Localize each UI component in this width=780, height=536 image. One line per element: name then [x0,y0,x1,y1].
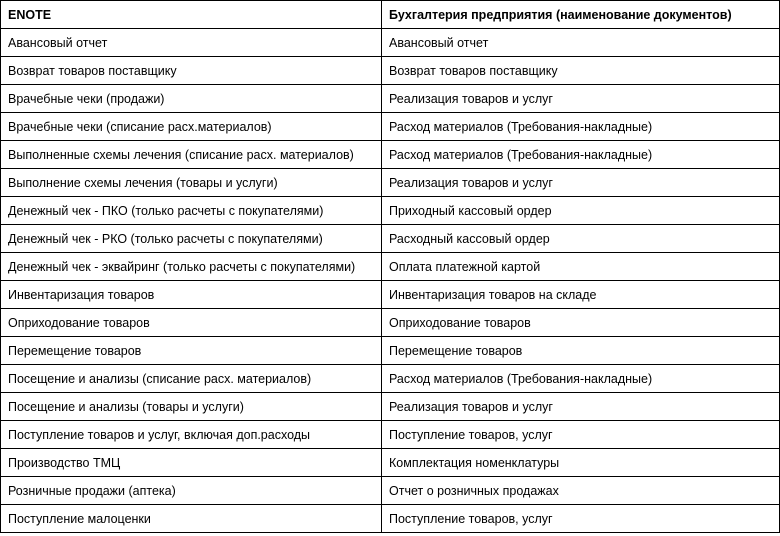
enote-document-cell: Врачебные чеки (списание расх.материалов) [1,113,382,141]
accounting-document-cell: Авансовый отчет [382,29,780,57]
table-body [1,29,780,533]
accounting-document-cell: Оприходование товаров [382,309,780,337]
accounting-document-cell: Поступление товаров, услуг [382,505,780,533]
accounting-document-cell: Реализация товаров и услуг [382,169,780,197]
table-row [1,57,780,85]
header-accounting: Бухгалтерия предприятия (наименование документов) [382,1,780,29]
accounting-document-cell: Отчет о розничных продажах [382,477,780,505]
enote-document-cell: Возврат товаров поставщику [1,57,382,85]
accounting-document-cell: Расход материалов (Требования-накладные) [382,113,780,141]
enote-document-cell: Перемещение товаров [1,337,382,365]
enote-document-cell: Авансовый отчет [1,29,382,57]
accounting-document-cell: Инвентаризация товаров на складе [382,281,780,309]
enote-document-cell: Оприходование товаров [1,309,382,337]
accounting-document-cell: Возврат товаров поставщику [382,57,780,85]
accounting-document-cell: Расходный кассовый ордер [382,225,780,253]
table-row [1,225,780,253]
table-row [1,365,780,393]
enote-document-cell: Производство ТМЦ [1,449,382,477]
accounting-document-cell: Оплата платежной картой [382,253,780,281]
enote-document-cell: Инвентаризация товаров [1,281,382,309]
table-row [1,505,780,533]
accounting-document-cell: Реализация товаров и услуг [382,85,780,113]
enote-document-cell: Выполненные схемы лечения (списание расх. материалов) [1,141,382,169]
accounting-document-cell: Поступление товаров, услуг [382,421,780,449]
enote-document-cell: Врачебные чеки (продажи) [1,85,382,113]
enote-document-cell: Денежный чек - ПКО (только расчеты с покупателями) [1,197,382,225]
table-row [1,253,780,281]
accounting-document-cell: Перемещение товаров [382,337,780,365]
enote-document-cell: Денежный чек - РКО (только расчеты с покупателями) [1,225,382,253]
enote-document-cell: Выполнение схемы лечения (товары и услуги) [1,169,382,197]
enote-document-cell: Поступление малоценки [1,505,382,533]
table-row [1,141,780,169]
table-row [1,113,780,141]
enote-document-cell: Посещение и анализы (товары и услуги) [1,393,382,421]
table-row [1,449,780,477]
table-row [1,477,780,505]
accounting-document-cell: Приходный кассовый ордер [382,197,780,225]
table-row [1,197,780,225]
table-row [1,337,780,365]
accounting-document-cell: Расход материалов (Требования-накладные) [382,141,780,169]
enote-document-cell: Посещение и анализы (списание расх. материалов) [1,365,382,393]
accounting-document-cell: Комплектация номенклатуры [382,449,780,477]
table-header-row [1,1,780,29]
table-row [1,281,780,309]
table-row [1,29,780,57]
table-row [1,421,780,449]
table-row [1,393,780,421]
table-row [1,85,780,113]
table-row [1,309,780,337]
enote-document-cell: Поступление товаров и услуг, включая доп.расходы [1,421,382,449]
accounting-document-cell: Расход материалов (Требования-накладные) [382,365,780,393]
accounting-document-cell: Реализация товаров и услуг [382,393,780,421]
enote-document-cell: Денежный чек - эквайринг (только расчеты с покупателями) [1,253,382,281]
table-row [1,169,780,197]
header-enote: ENOTE [1,1,382,29]
enote-document-cell: Розничные продажи (аптека) [1,477,382,505]
